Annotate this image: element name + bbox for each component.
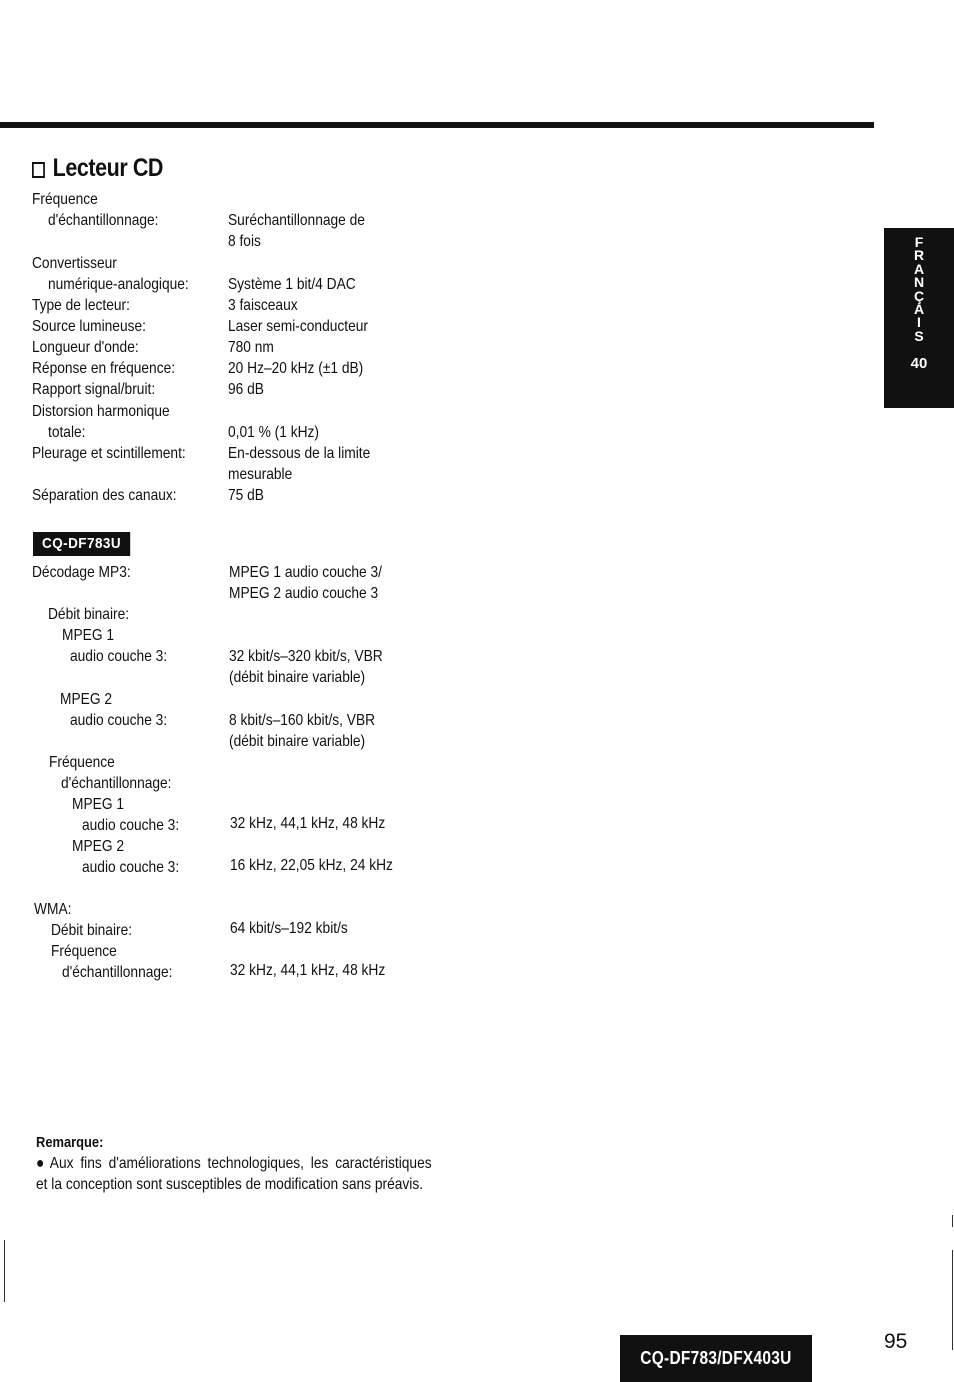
spec-label: d'échantillonnage: bbox=[48, 212, 159, 229]
scan-edge-mark bbox=[4, 1240, 5, 1302]
spec-value: 20 Hz–20 kHz (±1 dB) bbox=[228, 360, 364, 377]
spec-label: MPEG 2 bbox=[60, 691, 113, 708]
tab-letter: N bbox=[913, 274, 925, 291]
tab-letter: A bbox=[913, 301, 925, 318]
tab-letter: Ç bbox=[913, 287, 925, 304]
spec-label: audio couche 3: bbox=[82, 859, 180, 876]
spec-label: Fréquence bbox=[49, 754, 115, 771]
spec-value: 8 kbit/s–160 kbit/s, VBR bbox=[229, 712, 376, 729]
spec-label: Type de lecteur: bbox=[32, 297, 130, 314]
language-tab-letters bbox=[914, 236, 924, 343]
note-heading: Remarque: bbox=[36, 1134, 104, 1151]
spec-label: MPEG 1 bbox=[72, 796, 125, 813]
spec-label: d'échantillonnage: bbox=[62, 964, 173, 981]
spec-label: audio couche 3: bbox=[70, 712, 168, 729]
spec-value: (débit binaire variable) bbox=[229, 733, 366, 750]
square-box-icon bbox=[32, 162, 45, 178]
spec-label: d'échantillonnage: bbox=[61, 775, 172, 792]
spec-value: Laser semi-conducteur bbox=[228, 318, 368, 335]
spec-value: Suréchantillonnage de bbox=[228, 212, 365, 229]
tab-letter: F bbox=[914, 234, 924, 250]
spec-label: Fréquence bbox=[51, 943, 117, 960]
footer-model-text: CQ-DF783/DFX403U bbox=[640, 1348, 792, 1368]
bullet-icon: ● bbox=[36, 1155, 45, 1172]
spec-value: 64 kbit/s–192 kbit/s bbox=[230, 920, 348, 937]
spec-value: MPEG 1 audio couche 3/ bbox=[229, 564, 382, 581]
spec-value: mesurable bbox=[228, 466, 293, 483]
scan-edge-mark bbox=[952, 1250, 953, 1350]
footer-model-label bbox=[620, 1335, 812, 1382]
spec-value: 75 dB bbox=[228, 487, 264, 504]
spec-label: Convertisseur bbox=[32, 255, 117, 272]
spec-label: Longueur d'onde: bbox=[32, 339, 139, 356]
tab-letter: R bbox=[913, 247, 925, 264]
spec-value: 3 faisceaux bbox=[228, 297, 298, 314]
spec-value: 0,01 % (1 kHz) bbox=[228, 424, 319, 441]
section-title bbox=[32, 154, 163, 183]
tab-page-number: 40 bbox=[910, 355, 928, 373]
tab-letter: I bbox=[917, 314, 921, 331]
spec-value: 32 kHz, 44,1 kHz, 48 kHz bbox=[230, 962, 386, 979]
spec-label: Pleurage et scintillement: bbox=[32, 445, 186, 462]
spec-label: Décodage MP3: bbox=[32, 564, 131, 581]
spec-label: Distorsion harmonique bbox=[32, 403, 170, 420]
spec-value: 16 kHz, 22,05 kHz, 24 kHz bbox=[230, 857, 393, 874]
note-text bbox=[36, 1153, 432, 1195]
spec-label: audio couche 3: bbox=[70, 648, 168, 665]
page-number: 95 bbox=[884, 1330, 908, 1353]
tab-letter: A bbox=[913, 260, 925, 277]
scan-edge-mark bbox=[952, 1215, 953, 1227]
spec-label: MPEG 2 bbox=[72, 838, 125, 855]
section-title-text: Lecteur CD bbox=[52, 154, 164, 182]
spec-label: Débit binaire: bbox=[48, 606, 130, 623]
spec-label: WMA: bbox=[34, 901, 72, 918]
model-badge: CQ-DF783U bbox=[33, 532, 130, 556]
spec-label: Débit binaire: bbox=[51, 922, 133, 939]
spec-label: Fréquence bbox=[32, 191, 98, 208]
language-side-tab bbox=[884, 228, 954, 408]
note-body: Aux fins d'améliorations technologiques, les caractéristiques et la conception sont susceptibles de modification sans préavis. bbox=[36, 1155, 432, 1193]
spec-label: totale: bbox=[48, 424, 86, 441]
spec-label: numérique-analogique: bbox=[48, 276, 189, 293]
spec-value: 96 dB bbox=[228, 381, 264, 398]
spec-value: En-dessous de la limite bbox=[228, 445, 371, 462]
spec-label: MPEG 1 bbox=[62, 627, 115, 644]
spec-value: Système 1 bit/4 DAC bbox=[228, 276, 356, 293]
spec-label: audio couche 3: bbox=[82, 817, 180, 834]
spec-value: 32 kHz, 44,1 kHz, 48 kHz bbox=[230, 815, 386, 832]
spec-value: 32 kbit/s–320 kbit/s, VBR bbox=[229, 648, 383, 665]
spec-value: 780 nm bbox=[228, 339, 274, 356]
spec-label: Réponse en fréquence: bbox=[32, 360, 176, 377]
top-rule bbox=[0, 122, 874, 128]
tab-letter: S bbox=[914, 327, 924, 344]
spec-value: (débit binaire variable) bbox=[229, 669, 366, 686]
spec-value: MPEG 2 audio couche 3 bbox=[229, 585, 379, 602]
spec-label: Source lumineuse: bbox=[32, 318, 146, 335]
spec-value: 8 fois bbox=[228, 233, 261, 250]
spec-label: Rapport signal/bruit: bbox=[32, 381, 156, 398]
spec-label: Séparation des canaux: bbox=[32, 487, 177, 504]
